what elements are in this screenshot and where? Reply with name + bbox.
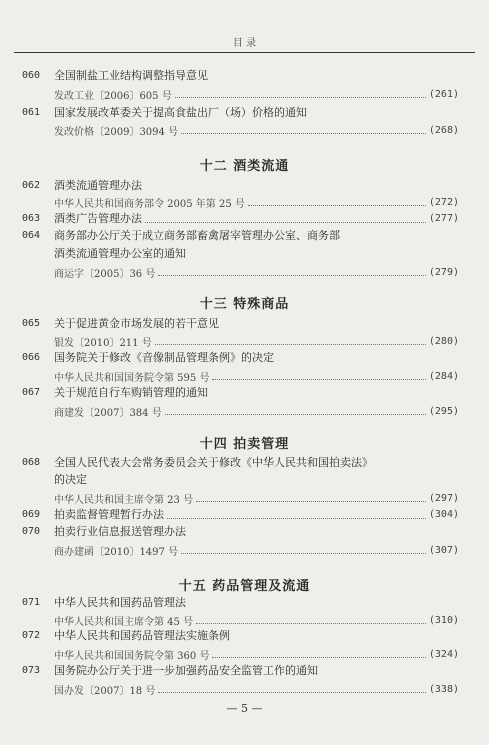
entry-number: 062 [22, 180, 41, 191]
entry-source-line [54, 122, 459, 138]
entry-number: 064 [22, 230, 41, 241]
entry-title: 国务院办公厅关于进一步加强药品安全监管工作的通知 [54, 664, 318, 677]
entry-number: 071 [22, 597, 41, 608]
dot-leader [212, 656, 425, 658]
entry-number: 073 [22, 665, 41, 676]
entry-page: (279) [428, 266, 459, 278]
entry-title-line [54, 507, 459, 523]
entry-source: 中华人民共和国国务院令第 595 号 [54, 372, 210, 384]
section-heading: 十二 酒类流通 [199, 159, 290, 174]
dot-leader [155, 343, 426, 345]
entry-page: (261) [428, 88, 459, 100]
entry-title: 拍卖监督管理暂行办法 [54, 508, 164, 521]
entry-source-line [54, 646, 459, 662]
entry-title: 商务部办公厅关于成立商务部畜禽屠宰管理办公室、商务部 [54, 229, 340, 242]
section-heading: 十五 药品管理及流通 [178, 579, 311, 594]
entry-title: 中华人民共和国药品管理法实施条例 [54, 629, 230, 642]
page-header: 目 录 [232, 38, 257, 49]
dot-leader [167, 517, 426, 519]
entry-title-line2: 酒类流通管理办公室的通知 [54, 247, 186, 260]
entry-source: 商运字〔2005〕36 号 [54, 268, 156, 280]
entry-title-line [54, 211, 459, 227]
entry-number: 066 [22, 352, 41, 363]
dot-leader [158, 691, 426, 693]
dot-leader [196, 622, 426, 624]
entry-number: 067 [22, 387, 41, 398]
dot-leader [175, 96, 426, 98]
entry-source: 中华人民共和国国务院令第 360 号 [54, 650, 210, 662]
toc-entry[interactable] [0, 455, 489, 471]
dot-leader [158, 274, 426, 276]
dot-leader [165, 413, 426, 415]
entry-source-line [54, 194, 459, 210]
entry-source: 商建发〔2007〕384 号 [54, 407, 162, 419]
entry-source: 银发〔2010〕211 号 [54, 337, 152, 349]
entry-title-continued [0, 472, 489, 488]
toc-entry[interactable] [0, 663, 489, 679]
entry-title: 关于规范自行车购销管理的通知 [54, 386, 208, 399]
dot-leader [212, 378, 425, 380]
entry-title-line2: 的决定 [54, 473, 87, 486]
dot-leader [248, 204, 426, 206]
entry-number: 070 [22, 526, 41, 537]
entry-title: 国务院关于修改《音像制品管理条例》的决定 [54, 351, 274, 364]
entry-source: 中华人民共和国主席令第 23 号 [54, 494, 194, 506]
toc-entry[interactable] [0, 68, 489, 84]
header-rule [14, 52, 475, 53]
entry-page: (297) [428, 492, 459, 504]
entry-source: 发改价格〔2009〕3094 号 [54, 126, 179, 138]
entry-number: 060 [22, 70, 41, 81]
entry-page: (284) [428, 370, 459, 382]
page-number: — 5 — [226, 702, 263, 715]
entry-page: (304) [428, 509, 459, 520]
entry-source-line [54, 612, 459, 628]
entry-source-line [54, 86, 459, 102]
toc-entry[interactable] [0, 316, 489, 332]
entry-title: 酒类流通管理办法 [54, 179, 142, 192]
entry-title-continued [0, 246, 489, 262]
entry-source-line [54, 403, 459, 419]
entry-source-line [54, 264, 459, 280]
dot-leader [181, 552, 426, 554]
dot-leader [145, 221, 426, 223]
toc-entry[interactable] [0, 178, 489, 194]
entry-number: 063 [22, 213, 41, 224]
entry-number: 065 [22, 318, 41, 329]
entry-title: 关于促进黄金市场发展的若干意见 [54, 317, 219, 330]
entry-page: (307) [428, 544, 459, 556]
toc-entry[interactable] [0, 211, 489, 227]
toc-entry[interactable] [0, 595, 489, 611]
entry-number: 069 [22, 509, 41, 520]
entry-source: 商办建函〔2010〕1497 号 [54, 546, 179, 558]
entry-page: (295) [428, 405, 459, 417]
toc-entry[interactable] [0, 507, 489, 523]
section-heading: 十四 拍卖管理 [199, 437, 290, 452]
entry-page: (268) [428, 124, 459, 136]
entry-page: (310) [428, 614, 459, 626]
entry-title: 酒类广告管理办法 [54, 212, 142, 225]
entry-page: (324) [428, 648, 459, 660]
section-heading: 十三 特殊商品 [199, 297, 290, 312]
entry-page: (338) [428, 683, 459, 695]
entry-source-line [54, 490, 459, 506]
entry-page: (277) [428, 213, 459, 224]
entry-title: 全国人民代表大会常务委员会关于修改《中华人民共和国拍卖法》 [54, 456, 373, 469]
entry-page: (272) [428, 196, 459, 208]
dot-leader [196, 500, 426, 502]
toc-entry[interactable] [0, 350, 489, 366]
toc-entry[interactable] [0, 524, 489, 540]
entry-source: 发改工业〔2006〕605 号 [54, 90, 172, 102]
toc-entry[interactable] [0, 385, 489, 401]
entry-title: 中华人民共和国药品管理法 [54, 596, 186, 609]
entry-source-line [54, 542, 459, 558]
entry-title: 全国制盐工业结构调整指导意见 [54, 69, 208, 82]
entry-number: 068 [22, 457, 41, 468]
entry-title: 国家发展改革委关于提高食盐出厂（场）价格的通知 [54, 106, 307, 119]
entry-source: 中华人民共和国商务部令 2005 年第 25 号 [54, 198, 245, 210]
entry-source: 国办发〔2007〕18 号 [54, 685, 156, 697]
entry-source-line [54, 681, 459, 697]
entry-source-line [54, 368, 459, 384]
entry-page: (280) [428, 335, 459, 347]
toc-entry[interactable] [0, 628, 489, 644]
toc-entry[interactable] [0, 228, 489, 244]
toc-entry[interactable] [0, 105, 489, 121]
entry-title: 拍卖行业信息报送管理办法 [54, 525, 186, 538]
dot-leader [181, 132, 426, 134]
entry-number: 061 [22, 107, 41, 118]
entry-source-line [54, 333, 459, 349]
entry-number: 072 [22, 630, 41, 641]
entry-source: 中华人民共和国主席令第 45 号 [54, 616, 194, 628]
